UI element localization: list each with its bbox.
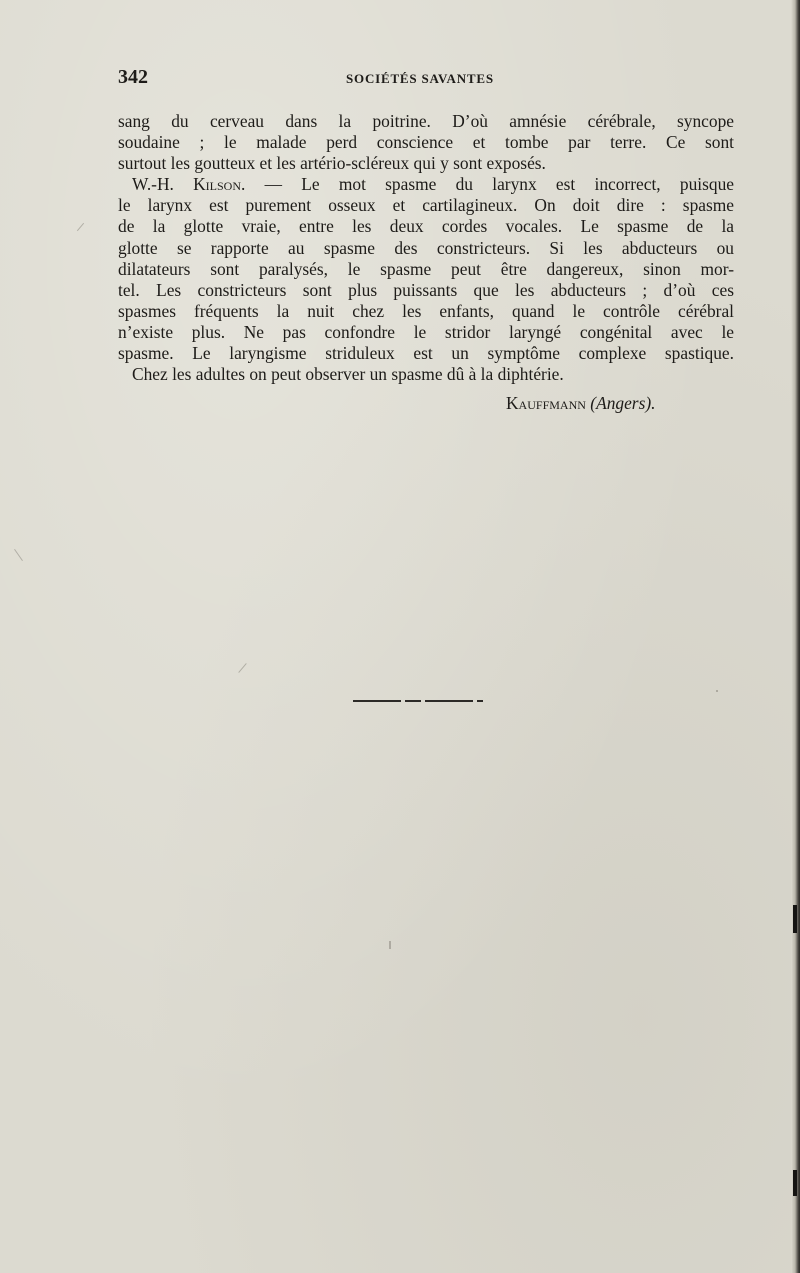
rule-segment <box>405 700 421 702</box>
running-title: SOCIÉTÉS SAVANTES <box>346 71 494 86</box>
text-line: dilatateurs sont paralysés, le spasme peut être dangereux, sinon mor- <box>118 258 734 279</box>
text-line: tel. Les constricteurs sont plus puissants que les abducteurs ; d’où ces <box>118 279 734 300</box>
edge-mark <box>793 1170 797 1196</box>
paper-speck <box>77 223 84 231</box>
text-line: le larynx est purement osseux et cartilagineux. On doit dire : spasme <box>118 195 734 216</box>
text-line: spasme. Le laryngisme striduleux est un symptôme complexe spastique. <box>118 343 734 364</box>
text-line: Chez les adultes on peut observer un spasme dû à la diphtérie. <box>132 364 564 385</box>
rule-segment <box>353 700 401 702</box>
text-line: soudaine ; le malade perd conscience et tombe par terre. Ce sont <box>118 132 734 153</box>
text-line: de la glotte vraie, entre les deux cordes vocales. Le spasme de la <box>118 216 734 237</box>
rule-segment <box>425 700 473 702</box>
text-line: spasmes fréquents la nuit chez les enfants, quand le contrôle cérébral <box>118 300 734 321</box>
article-text <box>118 111 734 385</box>
edge-mark <box>793 905 797 933</box>
text-line: n’existe plus. Ne pas confondre le stridor laryngé congénital avec le <box>118 321 734 342</box>
page-edge-shadow <box>791 0 800 1273</box>
text-line: glotte se rapporte au spasme des constricteurs. Si les abducteurs ou <box>118 237 734 258</box>
rule-segment <box>477 700 483 702</box>
signature-place: (Angers). <box>590 393 656 413</box>
paper-speck <box>716 690 718 692</box>
speaker-initials: W.-H. <box>132 174 174 195</box>
text-line: surtout les goutteux et les artério-scléreux qui y sont exposés. <box>118 153 546 174</box>
running-head <box>118 66 750 90</box>
speaker-text: — Le mot spasme du larynx est incorrect, puisque <box>264 174 734 195</box>
kilson-line <box>118 174 734 195</box>
page-number: 342 <box>118 66 148 88</box>
speaker-name: Kilson. <box>193 174 246 195</box>
signature <box>506 393 655 414</box>
section-end-rule <box>353 700 485 703</box>
paper-speck <box>389 941 391 949</box>
signature-author: Kauffmann <box>506 393 586 413</box>
text-line: sang du cerveau dans la poitrine. D’où amnésie cérébrale, syncope <box>118 111 734 131</box>
paper-speck <box>238 663 246 673</box>
paper-speck <box>14 549 23 561</box>
